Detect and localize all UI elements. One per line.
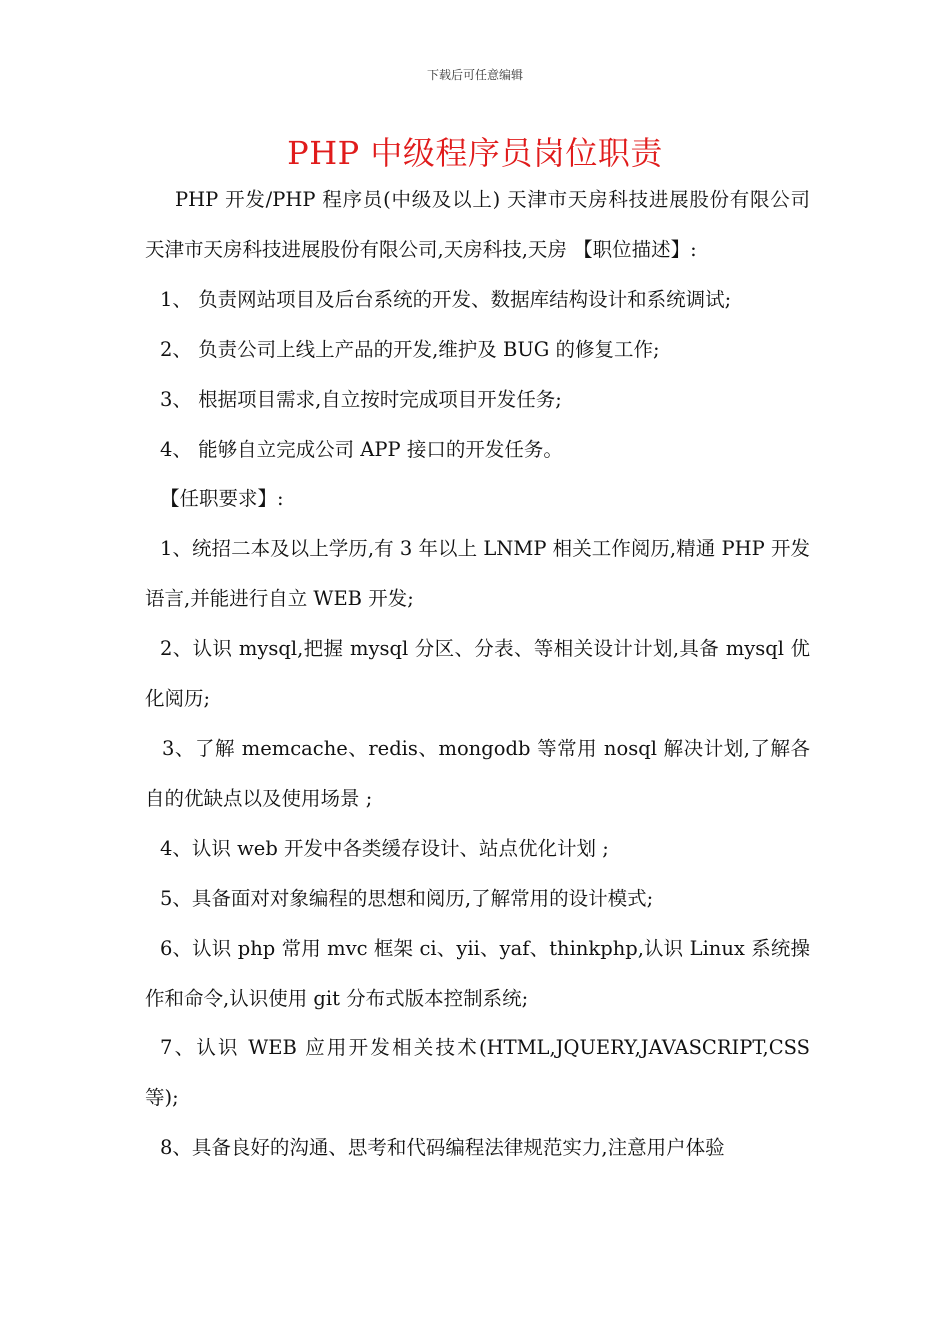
intro-paragraph: PHP 开发/PHP 程序员(中级及以上) 天津市天房科技进展股份有限公司 天津市天房科技进展股份有限公司,天房科技,天房 【职位描述】: [145,188,810,261]
page-title: PHP 中级程序员岗位职责 [287,134,663,172]
duty-item-1: 1、 负责网站项目及后台系统的开发、数据库结构设计和系统调试; [160,287,732,311]
requirement-item-2: 2、认识 mysql,把握 mysql 分区、分表、等相关设计计划,具备 mysql 优化阅历; [145,637,810,711]
requirement-item-1: 1、统招二本及以上学历,有 3 年以上 LNMP 相关工作阅历,精通 PHP 开发语言,并能进行自立 WEB 开发; [145,537,810,611]
duty-item-2: 2、 负责公司上线上产品的开发,维护及 BUG 的修复工作; [160,337,660,361]
requirement-item-6: 6、认识 php 常用 mvc 框架 ci、yii、yaf、thinkphp,认识 Linux 系统操作和命令,认识使用 git 分布式版本控制系统; [145,936,810,1010]
requirement-item-5: 5、具备面对对象编程的思想和阅历,了解常用的设计模式; [160,886,654,910]
requirement-item-4: 4、认识 web 开发中各类缓存设计、站点优化计划 ; [160,836,609,860]
document-body [145,175,810,1173]
requirement-item-3: 3、了解 memcache、redis、mongodb 等常用 nosql 解决计划,了解各自的优缺点以及使用场景 ; [145,736,810,810]
requirements-heading: 【任职要求】: [160,487,284,511]
requirement-item-7: 7、认识 WEB 应用开发相关技术(HTML,JQUERY,JAVASCRIPT,CSS 等); [145,1036,810,1110]
header-note: 下载后可任意编辑 [426,68,523,82]
duty-item-4: 4、 能够自立完成公司 APP 接口的开发任务。 [160,437,563,461]
requirement-item-8: 8、具备良好的沟通、思考和代码编程法律规范实力,注意用户体验 [160,1136,725,1160]
duty-item-3: 3、 根据项目需求,自立按时完成项目开发任务; [160,387,562,411]
